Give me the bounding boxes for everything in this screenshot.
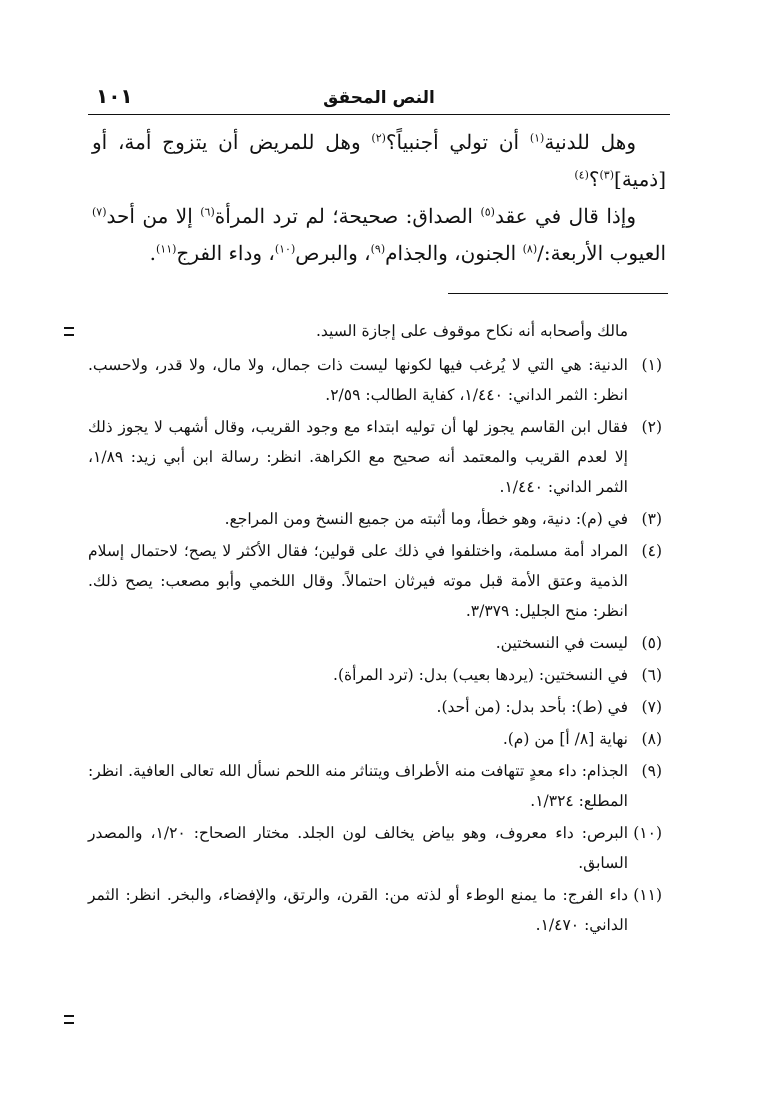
text-run: إلا من أحد xyxy=(106,204,201,228)
footnote-ref-5[interactable]: (٥) xyxy=(480,205,495,219)
footnote-number: (٨) xyxy=(641,730,662,748)
footnote-number: (١١) xyxy=(633,886,662,904)
main-text xyxy=(92,124,666,272)
footnote-ref-7[interactable]: (٧) xyxy=(92,205,107,219)
paragraph-2 xyxy=(92,198,666,272)
footnote-item xyxy=(88,536,662,626)
footnote-number: (٥) xyxy=(641,634,662,652)
footnote-item xyxy=(88,818,662,878)
footnote-text: الدنية: هي التي لا يُرغب فيها لكونها ليست ذات جمال، ولا مال، ولا قدر، ولاحسب. انظر: الثمر الداني: ١/٤٤٠، كفاية الطالب: ٢/٥٩. xyxy=(88,356,628,404)
footnote-separator xyxy=(448,293,668,294)
text-run: وهل للمريض أن يتزوج أمة، أو [ذمية] xyxy=(92,130,666,191)
text-run: وإذا قال في عقد xyxy=(494,204,636,228)
text-run: الصداق: صحيحة؛ لم ترد المرأة xyxy=(214,204,481,228)
footnote-ref-8[interactable]: (٨) xyxy=(522,242,538,256)
footnote-number: (١) xyxy=(641,356,662,374)
footnote-text: في النسختين: (يردها بعيب) بدل: (ترد المرأة). xyxy=(333,666,628,684)
footnote-number: (٧) xyxy=(641,698,662,716)
footnote-item xyxy=(88,724,662,754)
footnote-ref-9[interactable]: (٩) xyxy=(370,242,386,256)
footnote-text: ليست في النسختين. xyxy=(495,634,628,652)
paragraph-1 xyxy=(92,124,666,198)
footnote-list xyxy=(88,350,662,940)
text-run: ، والبرص xyxy=(295,241,371,265)
footnote-item xyxy=(88,628,662,658)
footnote-text: البرص: داء معروف، وهو بياض يخالف لون الجلد. مختار الصحاح: ١/٢٠، والمصدر السابق. xyxy=(88,824,629,872)
footnote-item xyxy=(88,350,662,410)
footnote-number: (٣) xyxy=(641,510,662,528)
footnote-text: فقال ابن القاسم يجوز لها أن توليه ابتداء مع وجود القريب، وقال أشهب لا يجوز ذلك إلا لعدم القريب والمعتمد أنه صحيح مع الكراهة. انظر: رسالة ابن أبي زيد: ١/٨٩، الثمر الداني: ١/٤٤٠. xyxy=(88,418,628,496)
footnote-ref-3[interactable]: (٣) xyxy=(599,168,615,182)
text-run: الجنون، والجذام xyxy=(385,241,523,265)
footnote-number: (٦) xyxy=(641,666,662,684)
footnote-number: (٤) xyxy=(641,542,662,560)
page-header xyxy=(88,84,670,115)
text-run: ، وداء الفرج xyxy=(176,241,275,265)
text-run: وهل للدنية xyxy=(544,130,636,154)
text-run: . xyxy=(149,241,156,265)
footnote-ref-4[interactable]: (٤) xyxy=(574,168,589,182)
footnote-text: الجذام: داء معدٍ تتهافت منه الأطراف ويتناثر منه اللحم نسأل الله تعالى العافية. انظر: المطلع: ١/٣٢٤. xyxy=(88,762,628,810)
text-run: ؟ xyxy=(588,167,600,191)
footnote-ref-6[interactable]: (٦) xyxy=(200,205,215,219)
footnote-continuation: مالك وأصحابه أنه نكاح موقوف على إجازة السيد. xyxy=(315,322,628,340)
page-number: ١٠١ xyxy=(96,84,133,108)
footnote-item xyxy=(88,412,662,502)
footnote-item xyxy=(88,504,662,534)
footnote-number: (٩) xyxy=(641,762,662,780)
text-run: أن تولي أجنبياً؟ xyxy=(385,130,530,154)
footnote-text: في (م): دنية، وهو خطأ، وما أثبته من جميع النسخ ومن المراجع. xyxy=(224,510,628,528)
footnote-text: في (ط): بأحد بدل: (من أحد). xyxy=(436,698,628,716)
footnote-ref-11[interactable]: (١١) xyxy=(155,242,177,256)
footnote-ref-2[interactable]: (٢) xyxy=(371,131,386,145)
continuation-mark xyxy=(64,1015,74,1024)
running-title: النص المحقق xyxy=(323,88,435,108)
footnote-item xyxy=(88,692,662,722)
text-run: العيوب الأربعة:/ xyxy=(537,241,666,265)
footnote-item xyxy=(88,880,662,940)
footnote-item xyxy=(88,756,662,816)
footnotes-section xyxy=(88,316,662,942)
footnote-text: نهاية [٨/ أ] من (م). xyxy=(502,730,628,748)
continuation-mark xyxy=(64,327,74,336)
footnote-number: (٢) xyxy=(641,418,662,436)
footnote-item xyxy=(88,660,662,690)
footnote-text: داء الفرج: ما يمنع الوطء أو لذته من: القرن، والرتق، والإفضاء، والبخر. انظر: الثمر الداني: ١/٤٧٠. xyxy=(88,886,628,934)
footnote-number: (١٠) xyxy=(633,824,662,842)
footnote-text: المراد أمة مسلمة، واختلفوا في ذلك على قولين؛ فقال الأكثر لا يصح؛ لاحتمال إسلام الذمية وعتق الأمة قبل موته فيرثان احتمالاً. وقال اللخمي وأبو مصعب: يصح ذلك. انظر: منح الجليل: ٣/٣٧٩. xyxy=(88,542,628,620)
footnote-ref-1[interactable]: (١) xyxy=(529,131,545,145)
footnote-ref-10[interactable]: (١٠) xyxy=(274,242,296,256)
